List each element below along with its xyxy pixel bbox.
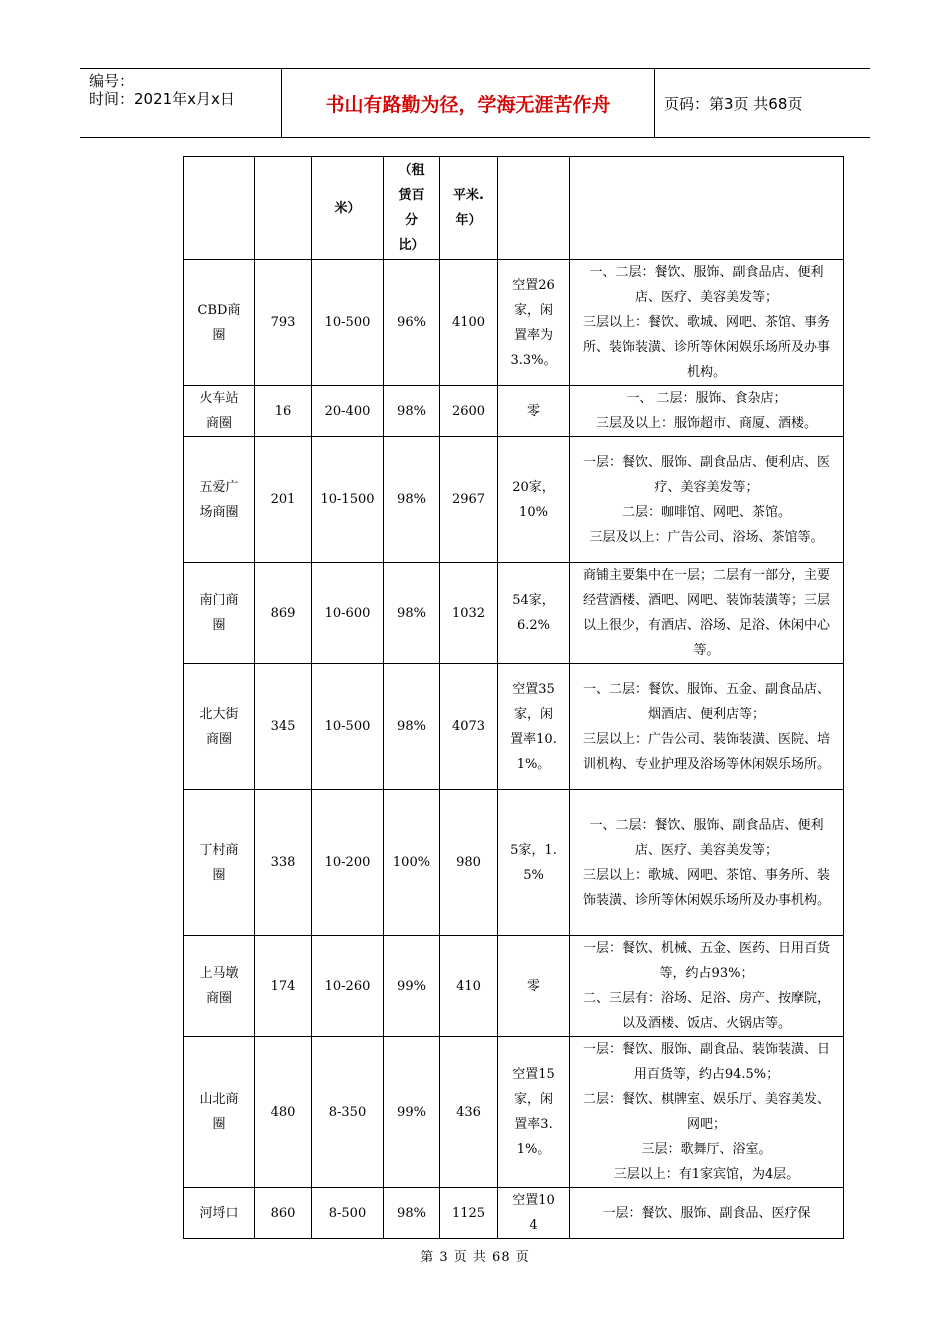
shop-area-cell: 20-400 [312,386,384,437]
vacancy-cell: 零 [498,936,570,1037]
business-type-line: 三层以上：广告公司、装饰装潢、医院、培训机构、专业护理及浴场等休闲娱乐场所。 [582,731,830,772]
header-cell [570,157,844,260]
shop-count-cell: 860 [255,1188,312,1239]
business-type-line: 三层：歌舞厅、浴室。 [641,1142,772,1157]
table-row [184,664,844,790]
district-name-cell: 南门商圈 [184,563,255,664]
header-cell: （租赁百分比） [384,157,440,260]
rent-price-cell: 4100 [440,260,498,386]
shop-area-cell: 10-260 [312,936,384,1037]
header-cell: 平米.年） [440,157,498,260]
business-type-line: 二层：咖啡馆、网吧、茶馆。 [621,504,791,520]
table-row [184,260,844,386]
business-type-line: 商铺主要集中在一层；二层有一部分，主要经营酒楼、酒吧、网吧、装饰装潢等；三层以上很少，有酒店、浴场、足浴、休闲中心等。 [582,568,830,658]
page-footer: 第 3 页 共 68 页 [420,1250,530,1265]
header-cell [498,157,570,260]
business-type-line: 一层：餐饮、服饰、副食品店、便利店、医疗、美容美发等； [582,454,830,495]
district-name-cell: 丁村商圈 [184,790,255,936]
header-motto: 书山有路勤为径，学海无涯苦作舟 [281,69,655,137]
business-type-line: 一、二层：餐饮、服饰、副食品店、便利店、医疗、美容美发等； [589,817,824,858]
business-types-cell [570,386,844,437]
vacancy-cell: 5家，1.5% [498,790,570,936]
vacancy-cell: 空置15家，闲置率3.1%。 [498,1037,570,1188]
rent-price-cell: 2600 [440,386,498,437]
district-name-cell: 山北商圈 [184,1037,255,1188]
business-type-line: 二层：餐饮、棋牌室、娱乐厅、美容美发、网吧； [582,1092,830,1132]
header-cell [184,157,255,260]
shop-count-cell: 16 [255,386,312,437]
business-types-cell [570,1037,844,1188]
district-name-cell: 火车站商圈 [184,386,255,437]
header-page-info: 页码：第3页 共68页 [664,94,803,113]
business-types-cell [570,260,844,386]
business-district-table [183,156,844,1239]
rent-price-cell: 436 [440,1037,498,1188]
rental-rate-cell: 98% [384,664,440,790]
rent-price-cell: 980 [440,790,498,936]
business-types-cell [570,437,844,563]
header-cell: 米） [312,157,384,260]
table-row [184,1037,844,1188]
shop-area-cell: 10-500 [312,260,384,386]
rental-rate-cell: 99% [384,1037,440,1188]
rent-price-cell: 4073 [440,664,498,790]
business-type-line: 一层：餐饮、服饰、副食品、医疗保 [602,1205,811,1221]
business-type-line: 一、 二层：服饰、食杂店； [626,391,787,406]
shop-area-cell: 10-1500 [312,437,384,563]
table-row [184,437,844,563]
shop-area-cell: 10-600 [312,563,384,664]
business-types-cell [570,1188,844,1239]
shop-count-cell: 201 [255,437,312,563]
rental-rate-cell: 98% [384,563,440,664]
vacancy-cell: 空置104 [498,1188,570,1239]
shop-area-cell: 8-500 [312,1188,384,1239]
shop-count-cell: 480 [255,1037,312,1188]
business-type-line: 一、二层：餐饮、服饰、五金、副食品店、烟酒店、便利店等； [582,681,830,722]
table-body [184,157,844,1239]
vacancy-cell: 零 [498,386,570,437]
shop-count-cell: 793 [255,260,312,386]
vacancy-cell: 空置26家，闲置率为3.3%。 [498,260,570,386]
shop-area-cell: 10-500 [312,664,384,790]
business-type-line: 三层以上：有1家宾馆，为4层。 [613,1167,800,1182]
district-name-cell: 五爱广场商圈 [184,437,255,563]
business-type-line: 三层及以上：广告公司、浴场、茶馆等。 [589,529,824,545]
business-type-line: 三层以上：餐饮、歌城、网吧、茶馆、事务所、装饰装潢、诊所等休闲娱乐场所及办事机构。 [582,315,830,380]
business-types-cell [570,790,844,936]
rental-rate-cell: 99% [384,936,440,1037]
table-row [184,1188,844,1239]
business-type-line: 一层：餐饮、服饰、副食品、装饰装潢、日用百货等，约占94.5%； [582,1042,830,1082]
district-name-cell: 上马墩商圈 [184,936,255,1037]
shop-area-cell: 8-350 [312,1037,384,1188]
district-name-cell: 河埒口 [184,1188,255,1239]
header-meta [80,69,281,137]
table-header-row [184,157,844,260]
business-type-line: 一、二层：餐饮、服饰、副食品店、便利店、医疗、美容美发等； [589,265,824,305]
business-types-cell [570,664,844,790]
shop-area-cell: 10-200 [312,790,384,936]
rental-rate-cell: 98% [384,437,440,563]
vacancy-cell: 20家，10% [498,437,570,563]
business-types-cell [570,936,844,1037]
rent-price-cell: 2967 [440,437,498,563]
table-row [184,386,844,437]
district-name-cell: 北大街商圈 [184,664,255,790]
business-type-line: 三层以上：歌城、网吧、茶馆、事务所、装饰装潢、诊所等休闲娱乐场所及办事机构。 [582,867,830,908]
business-type-line: 三层及以上：服饰超市、商厦、酒楼。 [595,416,817,431]
rental-rate-cell: 100% [384,790,440,936]
document-date: 时间：2021年x月x日 [89,90,235,108]
business-type-line: 二、三层有：浴场、足浴、房产、按摩院，以及酒楼、饭店、火锅店等。 [582,991,830,1031]
header-cell [255,157,312,260]
shop-count-cell: 345 [255,664,312,790]
shop-count-cell: 174 [255,936,312,1037]
rental-rate-cell: 98% [384,1188,440,1239]
vacancy-cell: 54家，6.2% [498,563,570,664]
rent-price-cell: 1125 [440,1188,498,1239]
table-row [184,563,844,664]
business-type-line: 一层：餐饮、机械、五金、医药、日用百货等，约占93%； [582,941,830,981]
rental-rate-cell: 96% [384,260,440,386]
table-row [184,936,844,1037]
district-name-cell: CBD商圈 [184,260,255,386]
shop-count-cell: 869 [255,563,312,664]
page-header [80,68,870,138]
rent-price-cell: 1032 [440,563,498,664]
table-row [184,790,844,936]
vacancy-cell: 空置35家，闲置率10.1%。 [498,664,570,790]
rental-rate-cell: 98% [384,386,440,437]
document-number-label: 编号： [89,72,135,90]
rent-price-cell: 410 [440,936,498,1037]
business-types-cell [570,563,844,664]
shop-count-cell: 338 [255,790,312,936]
